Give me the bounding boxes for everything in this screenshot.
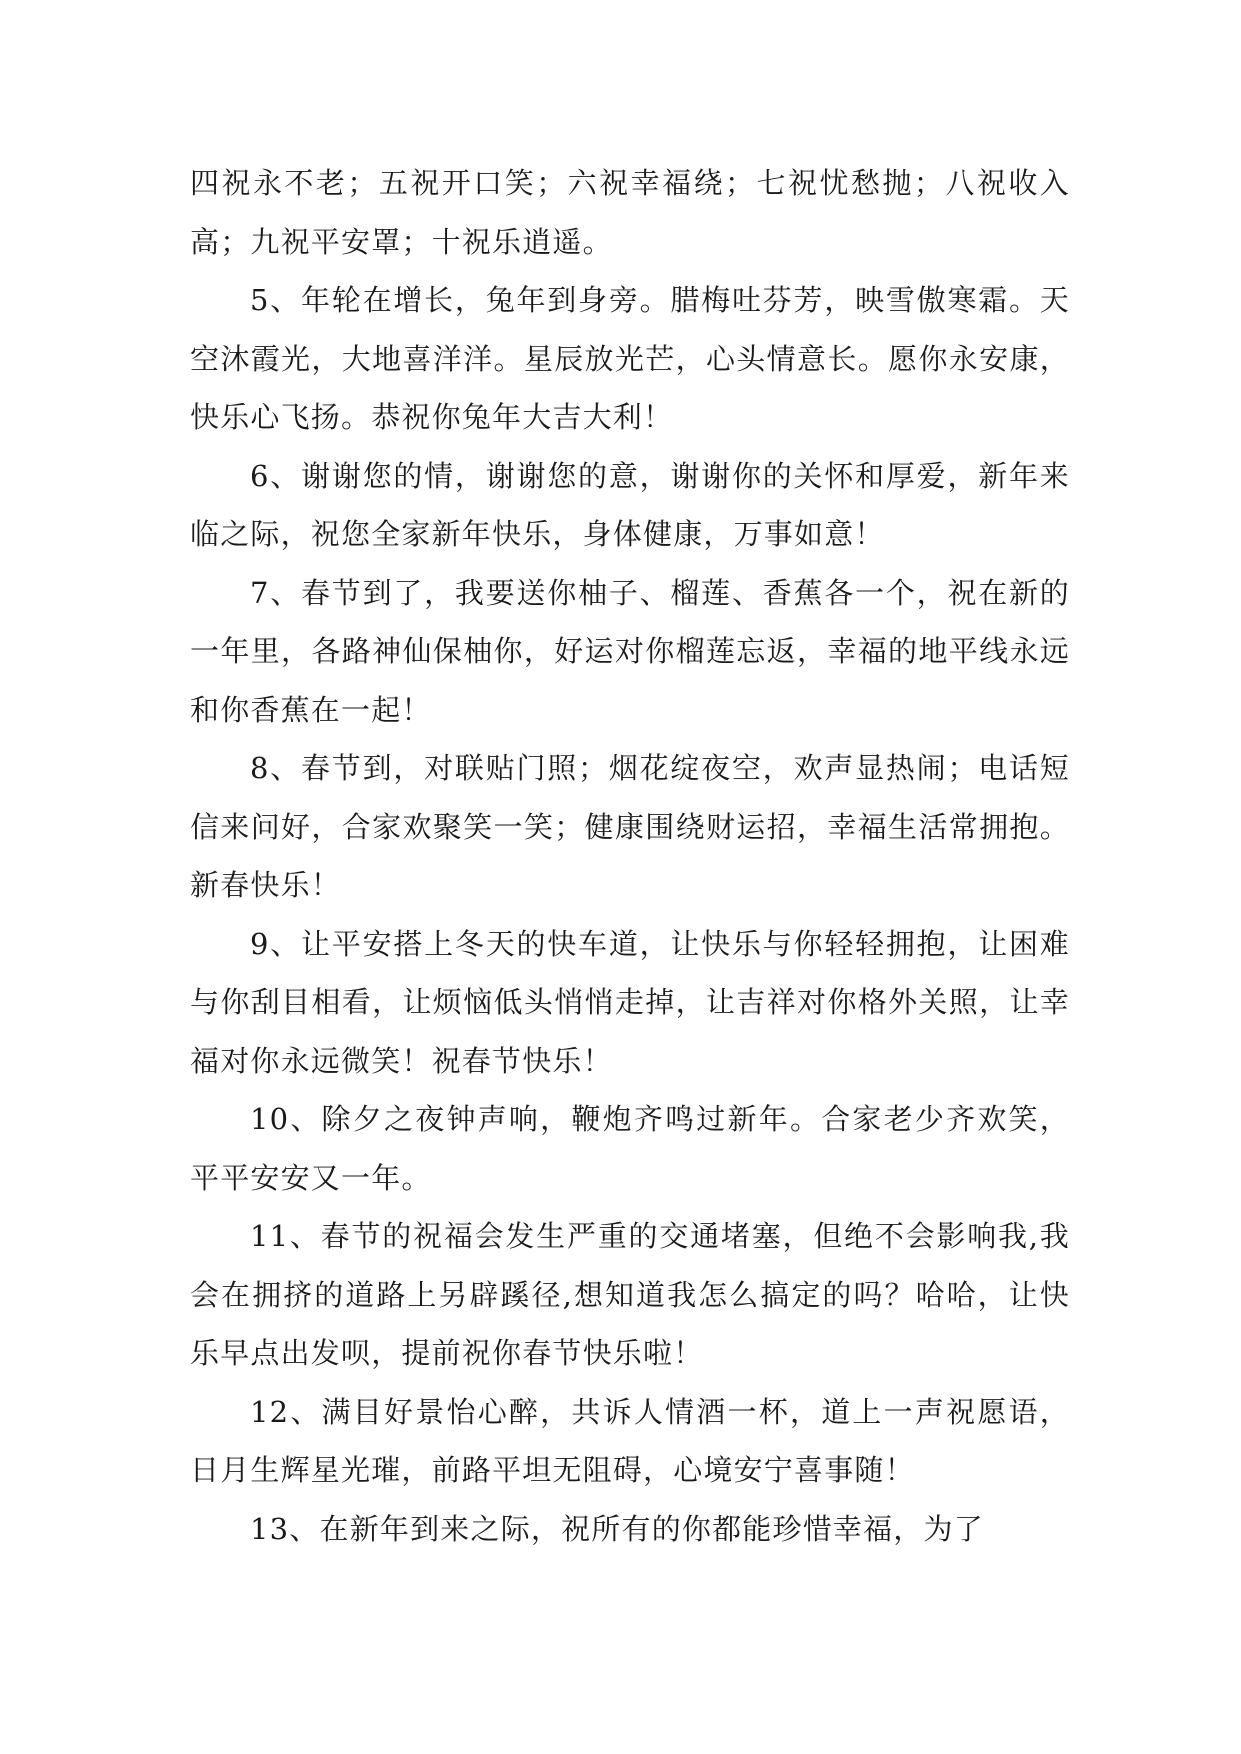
paragraph-8: 11、春节的祝福会发生严重的交通堵塞，但绝不会影响我,我会在拥挤的道路上另辟蹊径,想知道我怎么搞定的吗？哈哈，让快乐早点出发呗，提前祝你春节快乐啦！: [190, 1219, 1070, 1370]
paragraph-2: 5、年轮在增长，兔年到身旁。腊梅吐芬芳，映雪傲寒霜。天空沐霞光，大地喜洋洋。星辰放光芒，心头情意长。愿你永安康，快乐心飞扬。恭祝你兔年大吉大利！: [190, 283, 1070, 434]
document-body: [190, 154, 1070, 1558]
paragraph-1: 四祝永不老；五祝开口笑；六祝幸福绕；七祝忧愁抛；八祝收入高；九祝平安罩；十祝乐逍遥。: [190, 166, 1070, 259]
paragraph-3: 6、谢谢您的情，谢谢您的意，谢谢你的关怀和厚爱，新年来临之际，祝您全家新年快乐，身体健康，万事如意！: [190, 458, 1070, 551]
paragraph-5: 8、春节到，对联贴门照；烟花绽夜空，欢声显热闹；电话短信来问好，合家欢聚笑一笑；健康围绕财运招，幸福生活常拥抱。新春快乐！: [190, 751, 1070, 902]
paragraph-9: 12、满目好景怡心醉，共诉人情酒一杯，道上一声祝愿语，日月生辉星光璀，前路平坦无阻碍，心境安宁喜事随！: [190, 1394, 1070, 1487]
paragraph-10: 13、在新年到来之际，祝所有的你都能珍惜幸福，为了: [250, 1511, 984, 1546]
paragraph-7: 10、除夕之夜钟声响，鞭炮齐鸣过新年。合家老少齐欢笑，平平安安又一年。: [190, 1102, 1070, 1195]
paragraph-6: 9、让平安搭上冬天的快车道，让快乐与你轻轻拥抱，让困难与你刮目相看，让烦恼低头悄悄走掉，让吉祥对你格外关照，让幸福对你永远微笑！祝春节快乐！: [190, 926, 1070, 1078]
paragraph-4: 7、春节到了，我要送你柚子、榴莲、香蕉各一个，祝在新的一年里，各路神仙保柚你，好运对你榴莲忘返，幸福的地平线永远和你香蕉在一起！: [190, 575, 1070, 727]
